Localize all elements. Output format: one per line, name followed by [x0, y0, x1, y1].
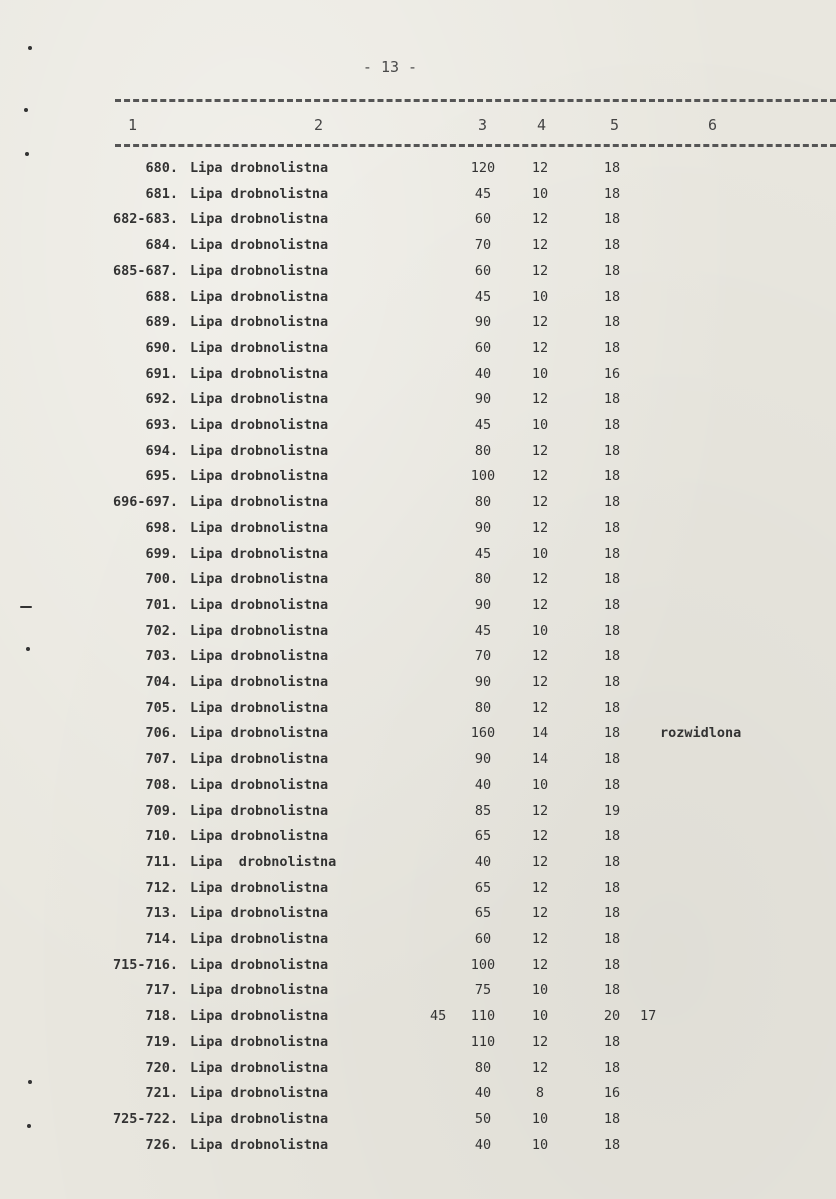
- table-row: [0, 1111, 836, 1136]
- column-4-value: 10: [531, 1136, 549, 1153]
- table-row: [0, 777, 836, 802]
- column-3-value: 85: [474, 802, 492, 819]
- tree-number: 691.: [145, 365, 178, 382]
- table-top-rule: [115, 99, 836, 102]
- species-name: Lipa drobnolistna: [190, 1008, 329, 1025]
- tree-number: 681.: [145, 185, 178, 202]
- table-row: [0, 1137, 836, 1162]
- column-5-value: 18: [603, 596, 621, 613]
- column-4-value: 12: [531, 931, 549, 947]
- column-header-3: 3: [478, 116, 488, 134]
- table-row: [0, 1085, 836, 1110]
- column-5-value: 18: [603, 931, 621, 947]
- tree-number: 726.: [145, 1136, 178, 1153]
- tree-number: 685-687.: [112, 262, 178, 279]
- species-name: Lipa drobnolistna: [190, 931, 329, 947]
- tree-number: 689.: [145, 314, 178, 331]
- column-4-value: 10: [531, 417, 549, 433]
- table-row: [0, 160, 836, 185]
- table-row: [0, 905, 836, 930]
- column-3-value: 90: [474, 519, 492, 536]
- column-3-value: 80: [474, 1059, 492, 1076]
- column-4-value: 12: [531, 905, 549, 922]
- table-row: [0, 417, 836, 442]
- table-row: [0, 982, 836, 1007]
- species-name: Lipa drobnolistna: [190, 391, 329, 408]
- column-3-value: 110: [470, 1033, 496, 1050]
- column-4-value: 12: [531, 442, 549, 459]
- column-5-value: 18: [603, 417, 621, 433]
- tree-number: 690.: [145, 339, 178, 356]
- column-header-5: 5: [610, 116, 620, 134]
- column-5-value: 18: [603, 185, 621, 202]
- column-4-value: 10: [531, 1008, 549, 1025]
- tree-number: 693.: [145, 417, 178, 433]
- column-5-value: 18: [603, 494, 621, 511]
- tree-number: 706.: [145, 725, 178, 742]
- table-row: [0, 391, 836, 416]
- species-name: Lipa drobnolistna: [190, 751, 329, 768]
- tree-number: 713.: [145, 905, 178, 922]
- species-name: Lipa drobnolistna: [190, 905, 329, 922]
- column-5-value: 18: [603, 905, 621, 922]
- species-name: Lipa drobnolistna: [190, 596, 329, 613]
- tree-number: 682-683.: [112, 211, 178, 228]
- tree-number: 695.: [145, 468, 178, 485]
- column-3-value: 70: [474, 648, 492, 665]
- species-name: Lipa drobnolistna: [190, 982, 329, 999]
- tree-number: 711.: [145, 853, 178, 870]
- column-3-value: 45: [474, 288, 492, 305]
- column-4-value: 12: [531, 853, 549, 870]
- species-name: Lipa drobnolistna: [190, 1110, 329, 1127]
- tree-number: 702.: [145, 622, 178, 639]
- tree-number: 719.: [145, 1033, 178, 1050]
- species-name: Lipa drobnolistna: [190, 879, 329, 896]
- column-3-value: 45: [474, 185, 492, 202]
- column-5-value: 18: [603, 442, 621, 459]
- column-4-value: 12: [531, 314, 549, 331]
- column-4-value: 10: [531, 982, 549, 999]
- column-3-value: 40: [474, 1085, 492, 1102]
- column-3-value: 90: [474, 751, 492, 768]
- column-5-value: 18: [603, 853, 621, 870]
- species-name: Lipa drobnolistna: [190, 211, 329, 228]
- tree-number: 710.: [145, 828, 178, 845]
- table-row: [0, 186, 836, 211]
- column-4-value: 10: [531, 365, 549, 382]
- column-header-4: 4: [537, 116, 547, 134]
- tree-number: 715-716.: [112, 956, 178, 973]
- tree-number: 707.: [145, 751, 178, 768]
- species-name: Lipa drobnolistna: [190, 725, 329, 742]
- column-4-value: 12: [531, 674, 549, 690]
- column-5-value: 18: [603, 391, 621, 408]
- column-4-value: 12: [531, 699, 549, 716]
- column-3-value: 80: [474, 699, 492, 716]
- column-5-value: 18: [603, 288, 621, 305]
- tree-number: 701.: [145, 596, 178, 613]
- table-row: [0, 623, 836, 648]
- column-3-value: 40: [474, 1136, 492, 1153]
- tree-number: 709.: [145, 802, 178, 819]
- species-name: Lipa drobnolistna: [190, 237, 329, 254]
- column-3-value: 40: [474, 776, 492, 793]
- tree-number: 717.: [145, 982, 178, 999]
- column-5-value: 16: [603, 1085, 621, 1102]
- scan-mark: [28, 46, 32, 50]
- column-4-value: 12: [531, 956, 549, 973]
- species-name: Lipa drobnolistna: [190, 160, 329, 176]
- tree-number: 720.: [145, 1059, 178, 1076]
- table-row: [0, 520, 836, 545]
- column-4-value: 10: [531, 288, 549, 305]
- column-3-value: 60: [474, 211, 492, 228]
- species-name: Lipa drobnolistna: [190, 853, 337, 870]
- table-row: [0, 494, 836, 519]
- column-4-value: 8: [535, 1085, 545, 1102]
- table-row: [0, 648, 836, 673]
- column-4-value: 12: [531, 160, 549, 176]
- column-5-value: 18: [603, 648, 621, 665]
- column-3-value: 70: [474, 237, 492, 254]
- page-number: - 13 -: [362, 58, 418, 76]
- scan-mark: [26, 647, 30, 651]
- column-3-value: 65: [474, 879, 492, 896]
- column-5-value: 18: [603, 1110, 621, 1127]
- table-row: [0, 957, 836, 982]
- species-name: Lipa drobnolistna: [190, 648, 329, 665]
- table-row: [0, 931, 836, 956]
- column-3-value: 40: [474, 853, 492, 870]
- column-4-value: 14: [531, 751, 549, 768]
- column-4-value: 10: [531, 185, 549, 202]
- column-3-value: 90: [474, 314, 492, 331]
- column-3-value: 50: [474, 1110, 492, 1127]
- species-name: Lipa drobnolistna: [190, 699, 329, 716]
- column-5-value: 18: [603, 674, 621, 690]
- table-row: [0, 443, 836, 468]
- column-4-value: 12: [531, 391, 549, 408]
- tree-number: 699.: [145, 545, 178, 562]
- column-4-value: 12: [531, 648, 549, 665]
- table-row: [0, 803, 836, 828]
- tree-number: 708.: [145, 776, 178, 793]
- column-5-value: 18: [603, 956, 621, 973]
- column-3-value: 40: [474, 365, 492, 382]
- table-row: [0, 828, 836, 853]
- species-name: Lipa drobnolistna: [190, 1059, 329, 1076]
- table-row: [0, 1008, 836, 1033]
- column-4-value: 12: [531, 519, 549, 536]
- species-name: Lipa drobnolistna: [190, 339, 329, 356]
- species-name: Lipa drobnolistna: [190, 1136, 329, 1153]
- table-row: [0, 571, 836, 596]
- tree-number: 705.: [145, 699, 178, 716]
- column-3-value: 60: [474, 931, 492, 947]
- column-5-value: 18: [603, 519, 621, 536]
- column-4-value: 12: [531, 879, 549, 896]
- column-header-6: 6: [708, 116, 718, 134]
- tree-number: 725-722.: [112, 1110, 178, 1127]
- column-5-value: 19: [603, 802, 621, 819]
- table-row: [0, 546, 836, 571]
- table-header-rule: [115, 144, 836, 147]
- tree-number: 700.: [145, 571, 178, 588]
- column-4-value: 12: [531, 802, 549, 819]
- column-5-value: 18: [603, 982, 621, 999]
- column-4-value: 12: [531, 494, 549, 511]
- column-5-value: 18: [603, 1033, 621, 1050]
- species-name: Lipa drobnolistna: [190, 288, 329, 305]
- column-5-value: 18: [603, 699, 621, 716]
- column-4-value: 12: [531, 237, 549, 254]
- table-row: [0, 674, 836, 699]
- column-header-2: 2: [314, 116, 324, 134]
- column-5-value: 18: [603, 776, 621, 793]
- species-name: Lipa drobnolistna: [190, 365, 329, 382]
- tree-number: 694.: [145, 442, 178, 459]
- column-5-value: 18: [603, 1136, 621, 1153]
- table-row: [0, 751, 836, 776]
- column-5-correction: 17: [640, 1008, 657, 1025]
- column-3-value: 60: [474, 262, 492, 279]
- tree-number: 698.: [145, 519, 178, 536]
- column-3-value: 100: [470, 956, 496, 973]
- tree-number: 684.: [145, 237, 178, 254]
- column-4-value: 12: [531, 468, 549, 485]
- column-4-value: 12: [531, 339, 549, 356]
- column-4-value: 12: [531, 1033, 549, 1050]
- column-5-value: 18: [603, 751, 621, 768]
- column-4-value: 12: [531, 828, 549, 845]
- column-5-value: 18: [603, 545, 621, 562]
- column-3-value: 90: [474, 674, 492, 690]
- species-name: Lipa drobnolistna: [190, 1085, 329, 1102]
- species-name: Lipa drobnolistna: [190, 262, 329, 279]
- tree-number: 718.: [145, 1008, 178, 1025]
- column-3-value: 45: [474, 622, 492, 639]
- column-3-value: 80: [474, 494, 492, 511]
- column-5-value: 18: [603, 571, 621, 588]
- tree-number: 712.: [145, 879, 178, 896]
- column-5-value: 18: [603, 828, 621, 845]
- table-row: [0, 237, 836, 262]
- species-name: Lipa drobnolistna: [190, 494, 329, 511]
- column-5-value: 18: [603, 879, 621, 896]
- column-5-value: 18: [603, 622, 621, 639]
- column-5-value: 18: [603, 237, 621, 254]
- column-5-value: 18: [603, 314, 621, 331]
- species-name: Lipa drobnolistna: [190, 442, 329, 459]
- scan-mark: [20, 606, 32, 608]
- column-3-value: 100: [470, 468, 496, 485]
- column-5-value: 18: [603, 160, 621, 176]
- remarks: rozwidlona: [660, 725, 742, 742]
- table-row: [0, 340, 836, 365]
- species-name: Lipa drobnolistna: [190, 417, 329, 433]
- species-name: Lipa drobnolistna: [190, 674, 329, 690]
- table-row: [0, 1034, 836, 1059]
- table-row: [0, 314, 836, 339]
- tree-number: 704.: [145, 674, 178, 690]
- column-3-value: 80: [474, 571, 492, 588]
- column-3-value: 120: [470, 160, 496, 176]
- species-name: Lipa drobnolistna: [190, 1033, 329, 1050]
- table-row: [0, 854, 836, 879]
- column-3-value: 75: [474, 982, 492, 999]
- column-5-value: 18: [603, 211, 621, 228]
- species-name: Lipa drobnolistna: [190, 468, 329, 485]
- column-4-value: 12: [531, 571, 549, 588]
- species-name: Lipa drobnolistna: [190, 314, 329, 331]
- tree-number: 688.: [145, 288, 178, 305]
- table-row: [0, 1060, 836, 1085]
- table-row: [0, 597, 836, 622]
- column-5-value: 18: [603, 262, 621, 279]
- tree-number: 714.: [145, 931, 178, 947]
- column-4-value: 10: [531, 622, 549, 639]
- column-3-value: 65: [474, 828, 492, 845]
- column-5-value: 18: [603, 468, 621, 485]
- column-5-value: 18: [603, 725, 621, 742]
- species-name: Lipa drobnolistna: [190, 185, 329, 202]
- column-3-value: 60: [474, 339, 492, 356]
- column-3-value: 160: [470, 725, 496, 742]
- tree-number: 721.: [145, 1085, 178, 1102]
- column-3-value: 45: [474, 417, 492, 433]
- column-5-value: 18: [603, 1059, 621, 1076]
- table-row: [0, 880, 836, 905]
- scan-mark: [28, 1080, 32, 1084]
- column-3-value: 90: [474, 596, 492, 613]
- species-name: Lipa drobnolistna: [190, 545, 329, 562]
- column-4-value: 12: [531, 262, 549, 279]
- column-5-value: 16: [603, 365, 621, 382]
- table-row: [0, 725, 836, 750]
- species-name: Lipa drobnolistna: [190, 828, 329, 845]
- column-5-value: 18: [603, 339, 621, 356]
- scan-mark: [27, 1124, 31, 1128]
- column-4-value: 10: [531, 1110, 549, 1127]
- tree-number: 680.: [145, 160, 178, 176]
- table-row: [0, 289, 836, 314]
- column-4-value: 12: [531, 596, 549, 613]
- column-3-value: 80: [474, 442, 492, 459]
- table-row: [0, 366, 836, 391]
- tree-number: 692.: [145, 391, 178, 408]
- table-row: [0, 263, 836, 288]
- tree-number: 696-697.: [112, 494, 178, 511]
- column-4-value: 12: [531, 1059, 549, 1076]
- species-name: Lipa drobnolistna: [190, 956, 329, 973]
- species-name: Lipa drobnolistna: [190, 622, 329, 639]
- column-3-correction: 45: [430, 1008, 447, 1025]
- column-header-1: 1: [128, 116, 138, 134]
- column-3-value: 45: [474, 545, 492, 562]
- scan-mark: [24, 108, 28, 112]
- species-name: Lipa drobnolistna: [190, 519, 329, 536]
- column-3-value: 90: [474, 391, 492, 408]
- table-row: [0, 700, 836, 725]
- column-4-value: 12: [531, 211, 549, 228]
- column-4-value: 14: [531, 725, 549, 742]
- table-row: [0, 211, 836, 236]
- column-3-value: 110: [470, 1008, 496, 1025]
- scan-mark: [25, 152, 29, 156]
- species-name: Lipa drobnolistna: [190, 776, 329, 793]
- table-row: [0, 468, 836, 493]
- column-5-value: 20: [603, 1008, 621, 1025]
- column-3-value: 65: [474, 905, 492, 922]
- species-name: Lipa drobnolistna: [190, 802, 329, 819]
- column-4-value: 10: [531, 545, 549, 562]
- tree-number: 703.: [145, 648, 178, 665]
- species-name: Lipa drobnolistna: [190, 571, 329, 588]
- column-4-value: 10: [531, 776, 549, 793]
